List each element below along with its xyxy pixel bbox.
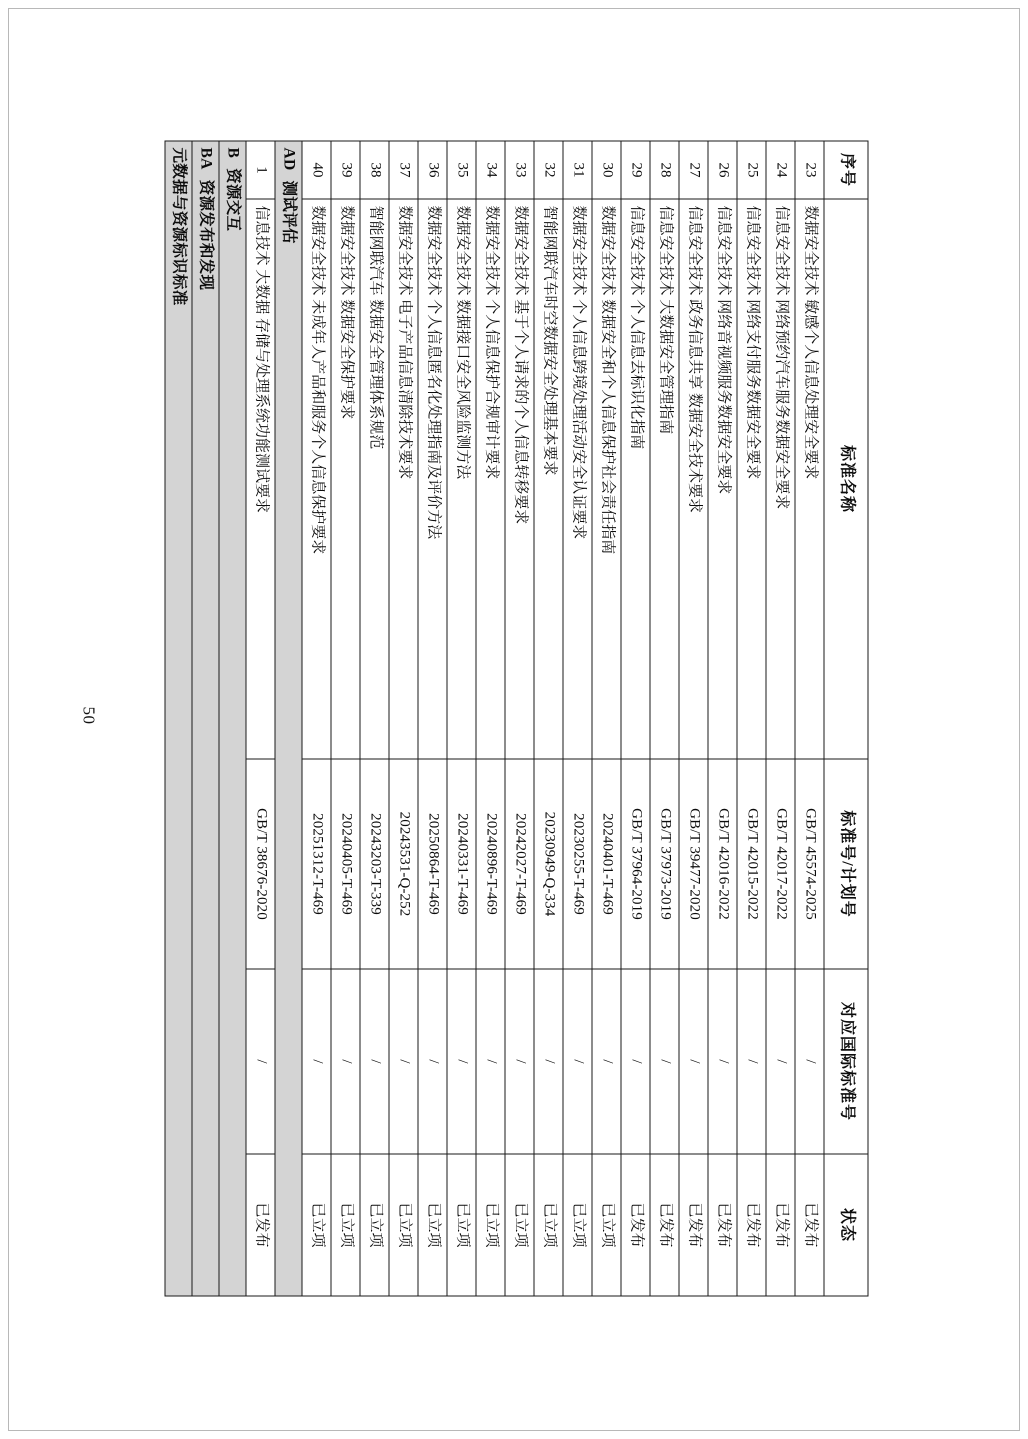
international-standard-number: / — [331, 969, 360, 1154]
standard-status: 已发布 — [737, 1154, 766, 1296]
international-standard-number: / — [476, 969, 505, 1154]
col-header-number: 标准号/计划号 — [824, 759, 868, 969]
table-head — [824, 141, 868, 1296]
standard-status: 已发布 — [766, 1154, 795, 1296]
section-code: BA — [196, 147, 214, 170]
standard-name: 信息安全技术 政务信息共享 数据安全技术要求 — [679, 199, 708, 759]
standard-name: 信息安全技术 网络音视频服务数据安全要求 — [708, 199, 737, 759]
table-row — [650, 141, 679, 1296]
table-row — [302, 141, 331, 1296]
standard-status: 已立项 — [418, 1154, 447, 1296]
standard-name: 信息安全技术 网络预约汽车服务数据安全要求 — [766, 199, 795, 759]
standard-status: 已立项 — [331, 1154, 360, 1296]
standard-status: 已立项 — [563, 1154, 592, 1296]
table-row — [737, 141, 766, 1296]
international-standard-number: / — [360, 969, 389, 1154]
standard-number: GB/T 42016-2022 — [708, 759, 737, 969]
international-standard-number: / — [302, 969, 331, 1154]
section-label: 测试评估 — [279, 180, 297, 244]
standard-name: 数据安全技术 未成年人产品和服务个人信息保护要求 — [302, 199, 331, 759]
standard-seq: 23 — [795, 141, 824, 199]
standard-name: 数据安全技术 基于个人请求的个人信息转移要求 — [505, 199, 534, 759]
table-row — [246, 141, 275, 1296]
standard-status: 已立项 — [592, 1154, 621, 1296]
table-row — [505, 141, 534, 1296]
standard-status: 已发布 — [246, 1154, 275, 1296]
international-standard-number: / — [505, 969, 534, 1154]
standard-name: 智能网联汽车 数据安全管理体系规范 — [360, 199, 389, 759]
standard-name: 信息安全技术 大数据安全管理指南 — [650, 199, 679, 759]
table-row — [389, 141, 418, 1296]
standard-seq: 29 — [621, 141, 650, 199]
standard-status: 已立项 — [360, 1154, 389, 1296]
standard-name: 数据安全技术 敏感个人信息处理安全要求 — [795, 199, 824, 759]
international-standard-number: / — [418, 969, 447, 1154]
table-row — [447, 141, 476, 1296]
standard-seq: 33 — [505, 141, 534, 199]
international-standard-number: / — [795, 969, 824, 1154]
standard-name: 智能网联汽车时空数据安全处理基本要求 — [534, 199, 563, 759]
standard-name: 数据安全技术 个人信息保护合规审计要求 — [476, 199, 505, 759]
standard-seq: 30 — [592, 141, 621, 199]
international-standard-number: / — [679, 969, 708, 1154]
table-row — [795, 141, 824, 1296]
international-standard-number: / — [737, 969, 766, 1154]
table-row — [708, 141, 737, 1296]
standard-seq: 27 — [679, 141, 708, 199]
table-row — [534, 141, 563, 1296]
standard-number: GB/T 37964-2019 — [621, 759, 650, 969]
section-heading-row — [192, 141, 219, 1296]
standard-status: 已发布 — [679, 1154, 708, 1296]
international-standard-number: / — [389, 969, 418, 1154]
section-label: 资源交互 — [223, 167, 241, 231]
international-standard-number: / — [563, 969, 592, 1154]
standard-name: 数据安全技术 个人信息跨境处理活动安全认证要求 — [563, 199, 592, 759]
table-row — [476, 141, 505, 1296]
standard-number: GB/T 39477-2020 — [679, 759, 708, 969]
standard-name: 数据安全技术 数据安全和个人信息保护社会责任指南 — [592, 199, 621, 759]
table-row — [360, 141, 389, 1296]
standard-name: 信息安全技术 网络支付服务数据安全要求 — [737, 199, 766, 759]
standard-name: 数据安全技术 电子产品信息清除技术要求 — [389, 199, 418, 759]
standard-number: 20240405-T-469 — [331, 759, 360, 969]
standard-seq: 32 — [534, 141, 563, 199]
international-standard-number: / — [766, 969, 795, 1154]
standard-seq: 1 — [246, 141, 275, 199]
standard-seq: 34 — [476, 141, 505, 199]
table-row — [766, 141, 795, 1296]
col-header-name: 标准名称 — [824, 199, 868, 759]
standard-seq: 35 — [447, 141, 476, 199]
section-heading-row — [165, 141, 192, 1296]
col-header-international: 对应国际标准号 — [824, 969, 868, 1154]
standard-status: 已立项 — [389, 1154, 418, 1296]
section-heading — [192, 141, 219, 1296]
col-header-status: 状态 — [824, 1154, 868, 1296]
section-code: AD — [279, 147, 297, 170]
standard-number: 20230949-Q-334 — [534, 759, 563, 969]
standard-seq: 24 — [766, 141, 795, 199]
standard-seq: 36 — [418, 141, 447, 199]
international-standard-number: / — [592, 969, 621, 1154]
standard-seq: 37 — [389, 141, 418, 199]
table-row — [418, 141, 447, 1296]
international-standard-number: / — [650, 969, 679, 1154]
standard-number: GB/T 42015-2022 — [737, 759, 766, 969]
standard-name: 数据安全技术 个人信息匿名化处理指南及评价方法 — [418, 199, 447, 759]
standard-status: 已立项 — [302, 1154, 331, 1296]
standard-seq: 38 — [360, 141, 389, 199]
standard-seq: 28 — [650, 141, 679, 199]
international-standard-number: / — [621, 969, 650, 1154]
page-number: 50 — [79, 706, 98, 724]
standard-name: 信息安全技术 个人信息去标识化指南 — [621, 199, 650, 759]
standard-number: 20240401-T-469 — [592, 759, 621, 969]
standard-number: 20240896-T-469 — [476, 759, 505, 969]
section-label: 资源发布和发现 — [196, 179, 214, 290]
standard-status: 已立项 — [534, 1154, 563, 1296]
standard-status: 已发布 — [621, 1154, 650, 1296]
section-code: B — [223, 147, 241, 158]
standards-table — [164, 140, 868, 1296]
section-heading — [275, 141, 302, 1296]
standard-seq: 25 — [737, 141, 766, 199]
standard-number: GB/T 37973-2019 — [650, 759, 679, 969]
standard-seq: 31 — [563, 141, 592, 199]
table-row — [679, 141, 708, 1296]
section-heading-row — [275, 141, 302, 1296]
standards-table-container — [164, 140, 868, 1295]
standard-number: 20240331-T-469 — [447, 759, 476, 969]
international-standard-number: / — [447, 969, 476, 1154]
section-heading — [165, 141, 192, 1296]
standard-number: 20243531-Q-252 — [389, 759, 418, 969]
table-row — [621, 141, 650, 1296]
standard-number: 20243203-T-339 — [360, 759, 389, 969]
standard-number: GB/T 42017-2022 — [766, 759, 795, 969]
section-heading-row — [219, 141, 246, 1296]
standard-seq: 40 — [302, 141, 331, 199]
international-standard-number: / — [534, 969, 563, 1154]
standard-seq: 39 — [331, 141, 360, 199]
standard-status: 已发布 — [650, 1154, 679, 1296]
section-label: 元数据与资源标识标准 — [169, 147, 187, 306]
standard-name: 数据安全技术 数据接口安全风险监测方法 — [447, 199, 476, 759]
international-standard-number: / — [708, 969, 737, 1154]
table-row — [592, 141, 621, 1296]
standard-seq: 26 — [708, 141, 737, 199]
standard-number: GB/T 38676-2020 — [246, 759, 275, 969]
table-body — [165, 141, 824, 1296]
table-row — [331, 141, 360, 1296]
standard-status: 已立项 — [505, 1154, 534, 1296]
standard-number: 20230255-T-469 — [563, 759, 592, 969]
standard-number: 20242027-T-469 — [505, 759, 534, 969]
standard-number: 20250864-T-469 — [418, 759, 447, 969]
international-standard-number: / — [246, 969, 275, 1154]
standard-status: 已立项 — [447, 1154, 476, 1296]
standard-status: 已立项 — [476, 1154, 505, 1296]
standard-status: 已发布 — [795, 1154, 824, 1296]
standard-name: 信息技术 大数据 存储与处理系统功能测试要求 — [246, 199, 275, 759]
standard-number: 20251312-T-469 — [302, 759, 331, 969]
standard-status: 已发布 — [708, 1154, 737, 1296]
col-header-seq: 序号 — [824, 141, 868, 199]
table-header-row — [824, 141, 868, 1296]
standard-name: 数据安全技术 数据安全保护要求 — [331, 199, 360, 759]
table-row — [563, 141, 592, 1296]
section-heading — [219, 141, 246, 1296]
standard-number: GB/T 45574-2025 — [795, 759, 824, 969]
